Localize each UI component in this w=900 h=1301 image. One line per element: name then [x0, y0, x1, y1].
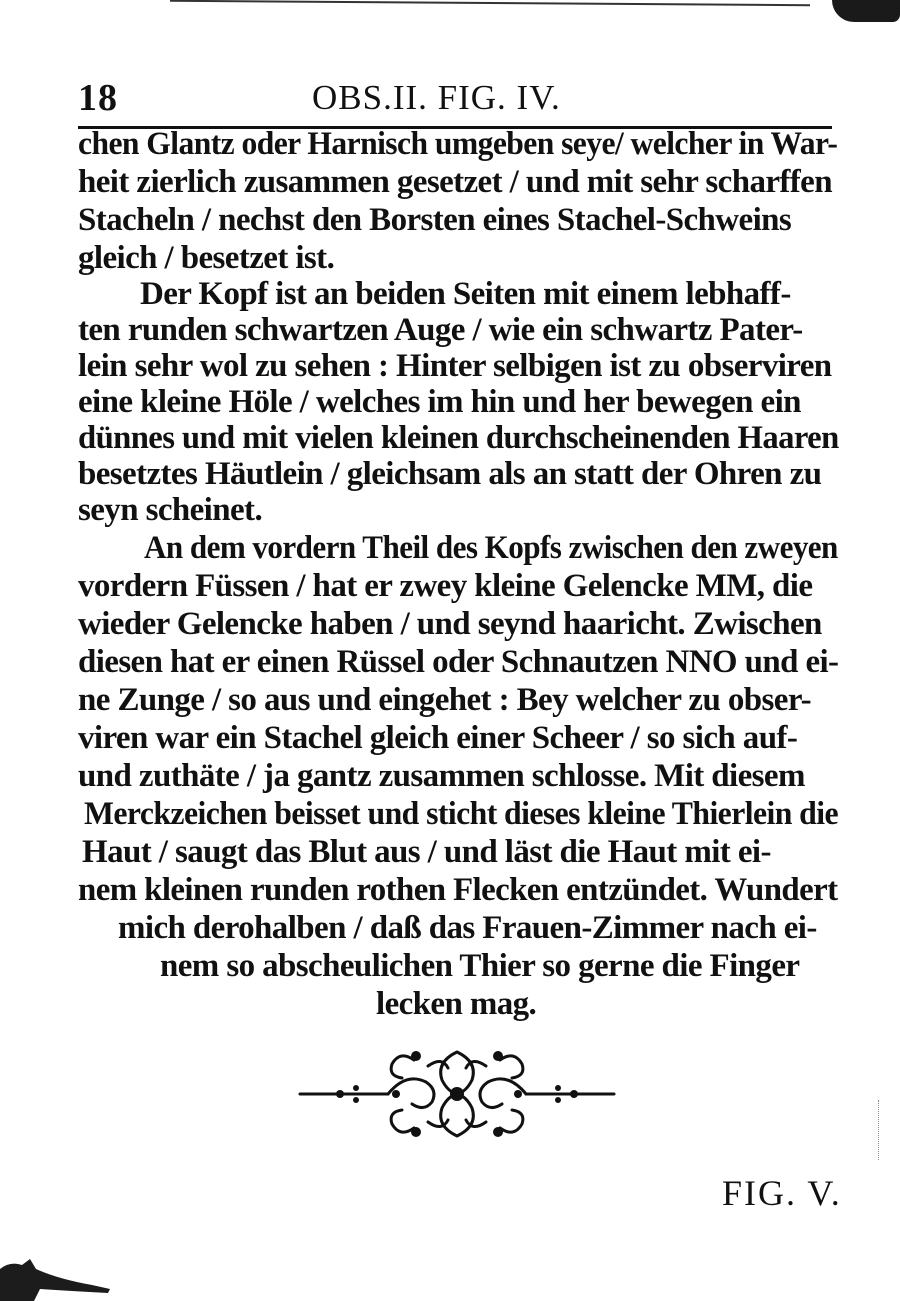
text-line: nem so abscheulichen Thier so gerne die Finger: [160, 948, 800, 984]
text-line: und zuthäte / ja gantz zusammen schlosse. Mit diesem: [78, 758, 805, 794]
page-top-edge: [170, 0, 810, 6]
text-line: viren war ein Stachel gleich einer Scheer / so sich auf-: [78, 720, 798, 756]
text-line: eine kleine Höle / welches im hin und her bewegen ein: [78, 384, 801, 420]
text-line: besetztes Häutlein / gleichsam als an statt der Ohren zu: [78, 456, 822, 492]
text-line: ten runden schwartzen Auge / wie ein schwartz Pater-: [78, 312, 803, 348]
text-line: An dem vordern Theil des Kopfs zwischen den zweyen: [144, 530, 838, 566]
text-line: vordern Füssen / hat er zwey kleine Gelencke MM, die: [78, 568, 813, 604]
text-line: seyn scheinet.: [78, 492, 263, 528]
catchword: FIG. V.: [722, 1173, 842, 1213]
paper-edge-mark: [878, 1100, 887, 1160]
printer-ornament: [296, 1042, 618, 1144]
text-line: nem kleinen runden rothen Flecken entzündet. Wundert: [78, 872, 838, 908]
text-line: gleich / besetzet ist.: [78, 240, 335, 276]
text-line: wieder Gelencke haben / und seynd haaricht. Zwischen: [78, 606, 822, 642]
text-line: Haut / saugt das Blut aus / und läst die Haut mit ei-: [82, 834, 771, 870]
text-line: Merckzeichen beisset und sticht dieses kleine Thierlein die: [84, 796, 838, 832]
text-line: lein sehr wol zu sehen : Hinter selbigen ist zu observiren: [78, 348, 832, 384]
text-line: Stacheln / nechst den Borsten eines Stachel-Schweins: [78, 202, 792, 238]
ink-smudge-bottom-left: [0, 1255, 110, 1301]
text-line: dünnes und mit vielen kleinen durchscheinenden Haaren: [78, 420, 839, 456]
text-line: diesen hat er einen Rüssel oder Schnautzen NNO und ei-: [78, 644, 839, 680]
page-header: [78, 76, 838, 124]
text-line: mich derohalben / daß das Frauen-Zimmer nach ei-: [118, 910, 817, 946]
text-line: heit zierlich zusammen gesetzet / und mit sehr scharffen: [78, 164, 832, 200]
text-line: Der Kopf ist an beiden Seiten mit einem lebhaff-: [140, 276, 791, 312]
page-number: 18: [78, 77, 118, 119]
text-line: ne Zunge / so aus und eingehet : Bey welcher zu obser-: [78, 682, 812, 718]
text-line: lecken mag.: [376, 986, 537, 1022]
running-head: OBS.II. FIG. IV.: [312, 78, 561, 117]
text-line: chen Glantz oder Harnisch umgeben seye/ welcher in War-: [78, 126, 838, 162]
ink-smudge-top-right: [832, 0, 900, 22]
